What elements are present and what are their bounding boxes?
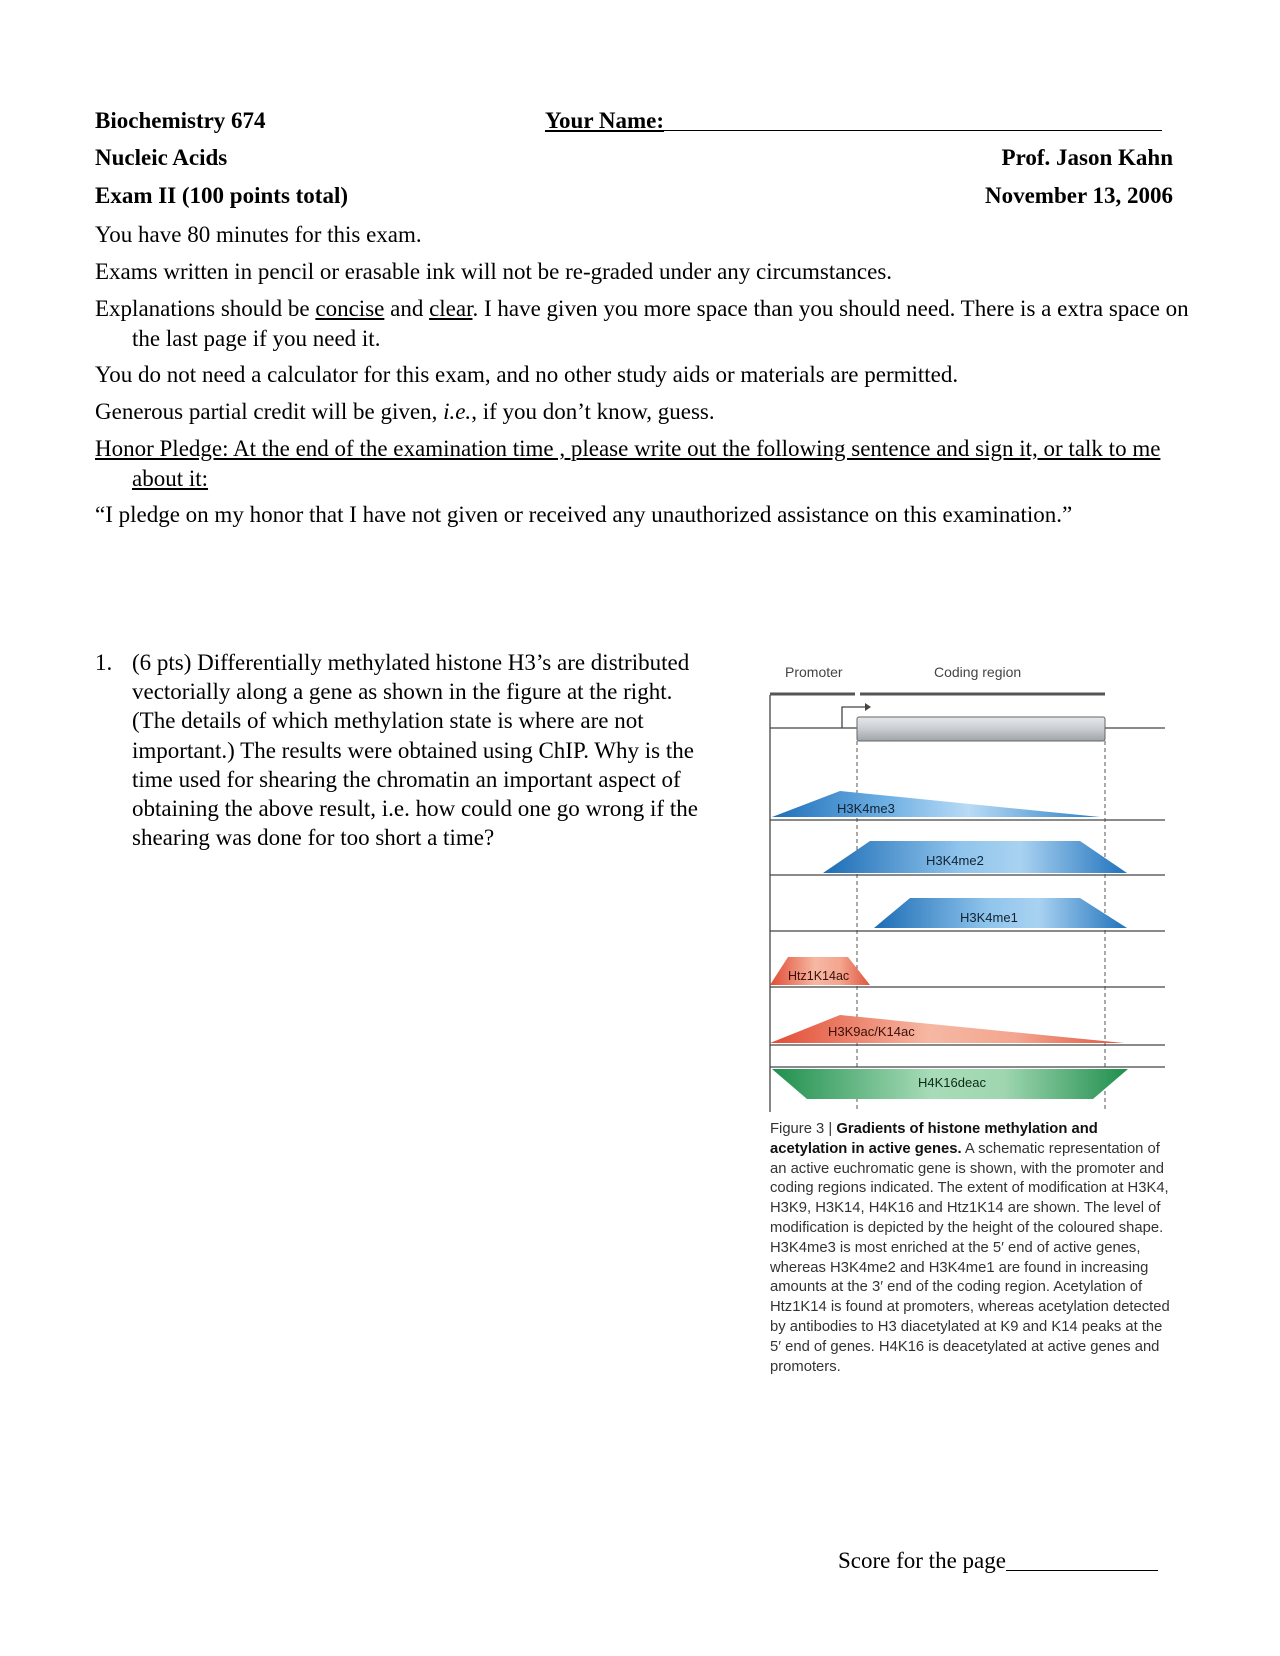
honor-pledge-instruction: Honor Pledge: At the end of the examination time , please write out the following sentence and sign it, or talk to me about it:: [95, 436, 1161, 491]
caption-label: Figure 3 |: [770, 1121, 837, 1137]
exam-title: Exam II (100 points total): [95, 183, 349, 208]
score-blank[interactable]: [1006, 1548, 1158, 1571]
credit-ie: i.e.: [443, 399, 472, 424]
expl-concise: concise: [315, 296, 385, 321]
track-h3k4me2: [823, 841, 1127, 873]
promoter-label: Promoter: [785, 664, 843, 680]
name-label: Your Name:: [545, 108, 665, 133]
h3k4me1-label: H3K4me1: [960, 910, 1018, 925]
honor-pledge-sentence: “I pledge on my honor that I have not given or received any unauthorized assistance on this examination.”: [95, 502, 1073, 527]
instruction-calculator: You do not need a calculator for this exam, and no other study aids or materials are permitted.: [95, 362, 959, 387]
expl-and: and: [384, 296, 430, 321]
caption-title: Gradients of histone methylation and acetylation in active genes.: [770, 1121, 1098, 1157]
caption-text: A schematic representation of an active euchromatic gene is shown, with the promoter and coding regions indicated. The extent of modification at H3K4, H3K9, H3K14, H4K16 and Htz1K14 are shown. The level of modification is depicted by the height of the coloured shape. H3K4me3 is most enriched at the 5′ end of active genes, whereas H3K4me2 and H3K4me1 are found in increasing amounts at the 3′ end of the coding region. Acetylation of Htz1K14 is found at promoters, whereas acetylation detected by antibodies to H3 diacetylated at K9 and K14 peaks at the 5′ end of genes. H4K16 is deacetylated at active genes and promoters.: [770, 1140, 1170, 1375]
h4k16deac-label: H4K16deac: [918, 1075, 986, 1090]
instruction-time: You have 80 minutes for this exam.: [95, 222, 422, 247]
h3k4me2-label: H3K4me2: [926, 853, 984, 868]
instruction-credit: [95, 397, 1175, 427]
exam-date: November 13, 2006: [984, 183, 1173, 208]
h3k9ac-label: H3K9ac/K14ac: [828, 1024, 915, 1039]
expl-clear: clear: [429, 296, 473, 321]
track-h4k16deac: [772, 1069, 1128, 1099]
score-field[interactable]: [838, 1548, 1158, 1574]
track-htz1k14ac: [770, 957, 870, 985]
instruction-pencil: Exams written in pencil or erasable ink will not be re-graded under any circumstances.: [95, 259, 893, 284]
h3k4me3-label: H3K4me3: [837, 801, 895, 816]
name-field[interactable]: [545, 108, 1162, 134]
coding-region-label: Coding region: [934, 664, 1022, 680]
credit-part-2: , if you don’t know, guess.: [471, 399, 715, 424]
htz1k14ac-label: Htz1K14ac: [788, 969, 850, 983]
question-number: 1.: [95, 650, 113, 675]
instruction-explanations: [95, 294, 1212, 354]
course-title: Biochemistry 674: [95, 108, 266, 133]
question-text: (6 pts) Differentially methylated histone H3’s are distributed vectorially along a gene as shown in the figure at the right. (The details of which methylation state is where are not important.) The results were obtained using ChIP. Why is the time used for shearing the chromatin an important aspect of obtaining the above result, i.e. how could one go wrong if the shearing was done for too short a time?: [132, 650, 698, 851]
credit-part-1: Generous partial credit will be given,: [95, 399, 444, 424]
track-h3k9ac: [770, 1015, 1124, 1043]
expl-part-1: Explanations should be: [95, 296, 316, 321]
track-h3k4me3: [772, 791, 1100, 817]
score-label: Score for the page: [838, 1548, 1006, 1573]
name-blank[interactable]: [664, 108, 1162, 131]
track-h3k4me1: [874, 898, 1127, 928]
professor-name: Prof. Jason Kahn: [1001, 145, 1173, 170]
expl-part-2: . I have given you more space than you should need. There is a extra space on the last page if you need it.: [132, 296, 1189, 351]
figure-caption: [770, 1120, 1170, 1377]
subject-title: Nucleic Acids: [95, 145, 228, 170]
